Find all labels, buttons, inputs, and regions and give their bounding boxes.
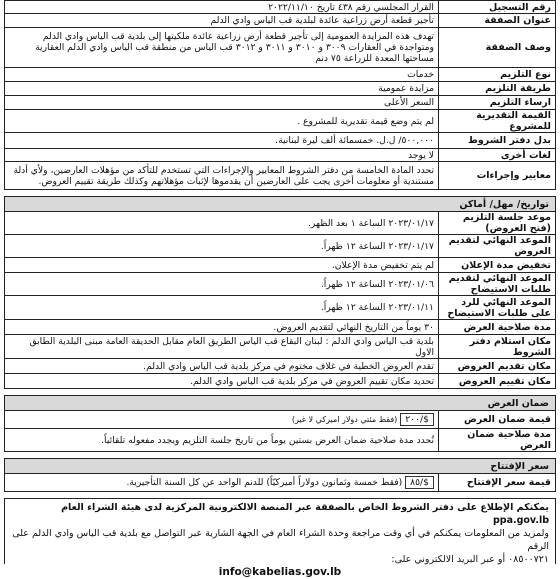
label-deal-title: عنوان الصفقة	[439, 14, 556, 28]
value-opening-session: ٢٠٢٣/٠١/١٧ الساعة ١ بعد الظهر.	[5, 212, 439, 235]
row-submission-place	[5, 359, 556, 374]
portal-link[interactable]: ppa.gov.lb	[492, 515, 549, 526]
label-spec-fee: بدل دفتر الشروط	[439, 133, 556, 149]
value-evaluation-place: تحديد مكان تقييم العروض في مركز بلدية قب الياس وادي الدلم.	[5, 374, 439, 389]
dates-section-header: تواريخ/ مهل/ أماكن	[4, 196, 556, 211]
value-guarantee-validity: تُحدد مدة صلاحية ضمان العرض بستين يوماً من تاريخ جلسة التلزيم ويجدد مفعوله تلقائياً.	[5, 429, 439, 452]
label-other-languages: لغات أخرى	[439, 149, 556, 162]
value-other-languages: لا يوجد	[5, 149, 439, 162]
value-opening-price	[5, 474, 439, 492]
row-guarantee-value	[5, 411, 556, 429]
value-registration: القرار المجلسي رقم ٤٣٨ تاريخ ٢٠٢٢/١١/١٠	[5, 1, 439, 14]
label-registration: رقم التسجيل	[439, 1, 556, 14]
opening-price-section-header: سعر الإفتتاح	[4, 458, 556, 473]
row-spec-pickup-place	[5, 335, 556, 359]
opening-price-amount-box: $/٨٥	[405, 476, 434, 489]
label-deal-description: وصف الصفقة	[439, 28, 556, 68]
guarantee-amount-words: (فقط مئتي دولار اميركي لا غير)	[291, 415, 398, 424]
label-procurement-type: نوع التلزيم	[439, 68, 556, 82]
label-clarification-reply: الموعد النهائي للرد على طلبات الاستيضاح	[439, 296, 556, 320]
footer-line-contact: ولمزيد من المعلومات يمكنكم في أي وقت مراجعة وحدة الشراء العام في الجهة الشارية عبر التواصل مع بلدية قب الياس وادي الدلم على الرقم	[12, 528, 549, 552]
row-award-basis	[5, 96, 556, 110]
label-opening-price: قيمة سعر الإفتتاح	[439, 474, 556, 492]
label-guarantee-value: قيمة ضمان العرض	[439, 411, 556, 429]
row-spec-fee	[5, 133, 556, 149]
opening-price-table	[4, 473, 556, 492]
label-submission-deadline: الموعد النهائي لتقديم العروض	[439, 235, 556, 258]
general-info-table	[4, 0, 556, 190]
value-spec-fee: ٥٠٠,٠٠٠/ ل.ل. خمسمائة ألف ليرة لبنانية.	[5, 133, 439, 149]
value-procurement-type: خدمات	[5, 68, 439, 82]
value-submission-deadline: ٢٠٢٣/٠١/١٧ الساعة ١٢ ظهراً.	[5, 235, 439, 258]
value-clarification-reply: ٢٠٢٣/٠١/١١ الساعة ١٢ ظهراً.	[5, 296, 439, 320]
row-opening-session	[5, 212, 556, 235]
row-offer-validity	[5, 320, 556, 335]
label-evaluation-place: مكان تقييم العروض	[439, 374, 556, 389]
value-submission-place: تقدم العروض الخطية في غلاف مختوم في مركز بلدية قب الياس وادي الدلم.	[5, 359, 439, 374]
label-clarification-deadline: الموعد النهائي لتقديم طلبات الاستيضاح	[439, 273, 556, 296]
value-procurement-method: مزايدة عمومية	[5, 82, 439, 96]
guarantee-section-header: ضمان العرض	[4, 395, 556, 410]
label-guarantee-validity: مدة صلاحية ضمان العرض	[439, 429, 556, 452]
label-procurement-method: طريقة التلزيم	[439, 82, 556, 96]
value-deal-title: تأجير قطعة أرض زراعية عائدة لبلدية قب الياس وادي الدلم	[5, 14, 439, 28]
row-evaluation-place	[5, 374, 556, 389]
value-award-basis: السعر الأعلى	[5, 96, 439, 110]
label-offer-validity: مدة صلاحية العرض	[439, 320, 556, 335]
label-submission-place: مكان تقديم العروض	[439, 359, 556, 374]
label-opening-session: موعد جلسة التلزيم (فتح العروض)	[439, 212, 556, 235]
row-estimated-value	[5, 110, 556, 133]
label-notice-reduction: تخفيض مدة الإعلان	[439, 258, 556, 273]
label-spec-pickup-place: مكان استلام دفتر الشروط	[439, 335, 556, 359]
row-clarification-reply	[5, 296, 556, 320]
guarantee-table	[4, 410, 556, 452]
row-notice-reduction	[5, 258, 556, 273]
label-award-basis: ارساء التلزيم	[439, 96, 556, 110]
value-estimated-value: لم يتم وضع قيمة تقديرية للمشروع .	[5, 110, 439, 133]
row-registration	[5, 1, 556, 14]
value-criteria: تحدد المادة الخامسة من دفتر الشروط المعايير والإجراءات التي تستخدم للتأكد من مؤهلات العارضين، ولأي أدلة مستندية أو معلومات أخرى يجب على العارضين أن يقدموها لإثبات مؤهلاتهم وكذلك طريقة تقييم العروض.	[5, 162, 439, 190]
opening-price-amount-words: (فقط خمسة وثمانون دولاراً أميركيّاً) للدنم الواحد عن كل السنة التأجيرية.	[126, 477, 403, 488]
row-criteria	[5, 162, 556, 190]
row-deal-title	[5, 14, 556, 28]
row-deal-description	[5, 28, 556, 68]
value-guarantee	[5, 411, 439, 429]
value-offer-validity: ٣٠ يوماً من التاريخ النهائي لتقديم العروض.	[5, 320, 439, 335]
guarantee-amount-box: $/٢٠٠	[400, 413, 434, 426]
row-procurement-type	[5, 68, 556, 82]
row-opening-price	[5, 474, 556, 492]
value-deal-description: تهدف هذه المزايدة العمومية إلى تأجير قطعة أرض زراعية عائدة ملكيتها إلى بلدية قب الياس وادي الدلم ومتواجدة في العقارات ٣٠٠٩ و ٣٠١٠ و ٣٠١١ و ٣٠١٢ قب الياس من منطقة قب الياس وادي الدلم العقارية مساحتها المعدة للزراعة ٧٥ دنم	[5, 28, 439, 68]
footer-line-phone: ٠٨٥٠٠٧٢١ أو عبر البريد الالكتروني على:	[391, 554, 549, 565]
row-clarification-deadline	[5, 273, 556, 296]
dates-table	[4, 211, 556, 389]
value-notice-reduction: لم يتم تخفيض مدة الإعلان.	[5, 258, 439, 273]
contact-email-link[interactable]: info@kabelias.gov.lb	[218, 566, 342, 578]
contact-footer	[4, 498, 556, 578]
footer-line-portal: يمكنكم الإطلاع على دفتر الشروط الخاص بالصفقة عبر المنصة الالكترونية المركزية لدى هيئة الشراء العام	[61, 502, 549, 513]
label-estimated-value: القيمة التقديرية للمشروع	[439, 110, 556, 133]
label-criteria: معايير وإجراءات	[439, 162, 556, 190]
row-procurement-method	[5, 82, 556, 96]
row-guarantee-validity	[5, 429, 556, 452]
value-clarification-deadline: ٢٠٢٣/٠١/٠٦ الساعة ١٢ ظهراً.	[5, 273, 439, 296]
value-spec-pickup-place: بلدية قب الياس وادي الدلم : لبنان البقاع قب الياس الطريق العام مقابل الحديقة العامة مبنى البلدية الطابق الاول	[5, 335, 439, 359]
row-other-languages	[5, 149, 556, 162]
row-submission-deadline	[5, 235, 556, 258]
